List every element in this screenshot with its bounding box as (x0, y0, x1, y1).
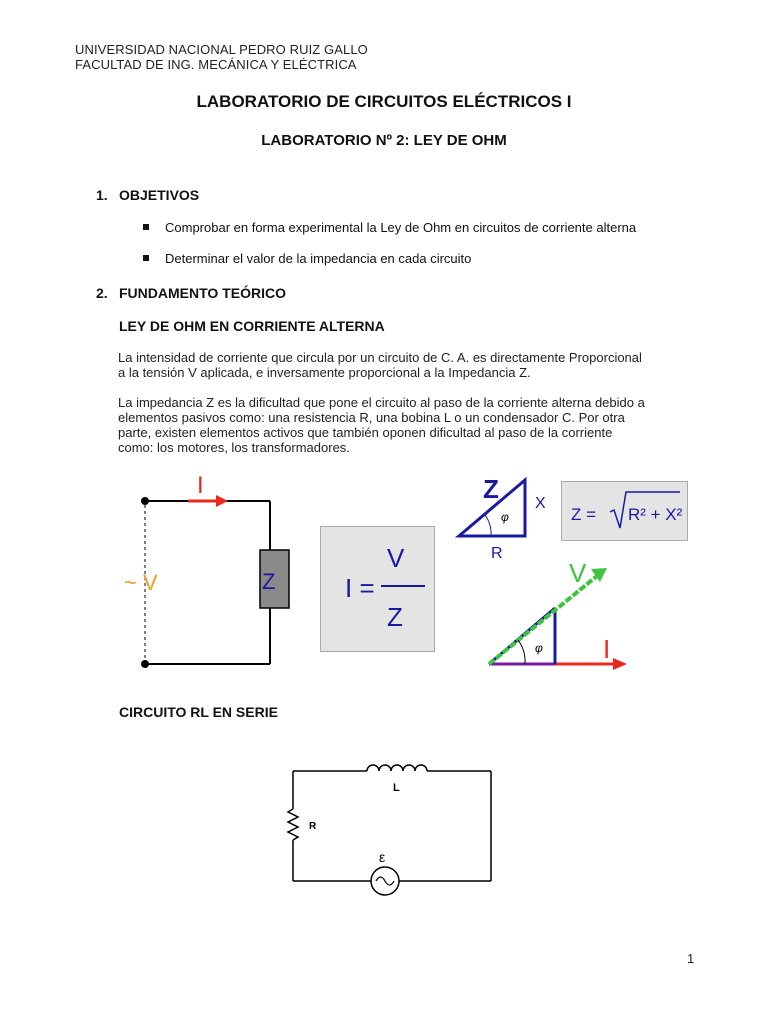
rl-circuit-figure (285, 752, 500, 902)
formula-denominator: Z (387, 602, 403, 632)
impedance-formula-lhs: Z = (571, 505, 597, 524)
paragraph-line: elementos pasivos como: una resistencia R, una bobina L o un condensador C. Por otra (118, 410, 625, 425)
voltage-phasor-arrow-icon (591, 568, 607, 582)
paragraph-line: La impedancia Z es la dificultad que pone el circuito al paso de la corriente alterna debido a (118, 395, 645, 410)
bullet-item (143, 220, 636, 235)
section-2-heading (96, 285, 286, 301)
page-number: 1 (687, 951, 695, 966)
triangle-opp-label: X (535, 495, 546, 512)
source-emf-label: ε (379, 849, 386, 865)
phasor-diagram-figure (485, 558, 635, 670)
inductor-label: L (393, 782, 400, 794)
paragraph-line: como: los motores, los transformadores. (118, 440, 350, 455)
inductor-icon (367, 765, 427, 771)
section-title: FUNDAMENTO TEÓRICO (119, 285, 286, 301)
bullet-icon (143, 224, 149, 230)
subsection-heading-rl: CIRCUITO RL EN SERIE (119, 704, 278, 720)
voltage-phasor-label: V (569, 558, 587, 588)
ac-circuit-figure (110, 468, 310, 678)
current-phasor-arrow-icon (613, 658, 627, 670)
paragraph-1 (118, 350, 700, 380)
bullet-text: Determinar el valor de la impedancia en cada circuito (165, 251, 472, 266)
phasor-angle-label: φ (535, 641, 543, 655)
impedance-formula-box (561, 481, 688, 541)
paragraph-line: a la tensión V aplicada, e inversamente proporcional a la Impedancia Z. (118, 365, 531, 380)
section-number: 2. (96, 285, 108, 301)
subsection-heading: LEY DE OHM EN CORRIENTE ALTERNA (119, 318, 385, 334)
triangle-adj-label: R (491, 545, 503, 562)
current-arrow-icon (216, 495, 228, 507)
bullet-icon (143, 255, 149, 261)
impedance-formula-radicand: R² + X² (628, 505, 683, 524)
resistor-label: R (309, 821, 317, 832)
section-title: OBJETIVOS (119, 187, 200, 203)
section-1-heading (96, 187, 199, 203)
paragraph-line: La intensidad de corriente que circula por un circuito de C. A. es directamente Proporcional (118, 350, 642, 365)
bullet-item (143, 251, 471, 266)
current-label: I (197, 472, 204, 499)
bullet-text: Comprobar en forma experimental la Ley de Ohm en circuitos de corriente alterna (165, 220, 637, 235)
paragraph-line: parte, existen elementos activos que también oponen dificultad al paso de la corriente (118, 425, 613, 440)
faculty-name: FACULTAD DE ING. MECÁNICA Y ELÉCTRICA (75, 57, 357, 72)
current-phasor-label: I (603, 634, 611, 664)
impedance-formula (562, 482, 687, 540)
ohm-formula (321, 527, 434, 651)
triangle-angle-label: φ (501, 510, 509, 524)
paragraph-2 (118, 395, 700, 455)
triangle-hyp-label: Z (483, 474, 499, 504)
formula-lhs: I = (345, 573, 375, 603)
source-label: ~ V (124, 570, 158, 595)
section-number: 1. (96, 187, 108, 203)
document-title: LABORATORIO DE CIRCUITOS ELÉCTRICOS I (196, 92, 572, 111)
ohm-formula-box (320, 526, 435, 652)
university-name: UNIVERSIDAD NACIONAL PEDRO RUIZ GALLO (75, 42, 368, 57)
resistor-icon (288, 809, 298, 840)
impedance-label: Z (262, 569, 276, 594)
document-subtitle: LABORATORIO Nº 2: LEY DE OHM (261, 132, 507, 149)
formula-numerator: V (387, 543, 405, 573)
impedance-triangle-figure (455, 474, 555, 564)
